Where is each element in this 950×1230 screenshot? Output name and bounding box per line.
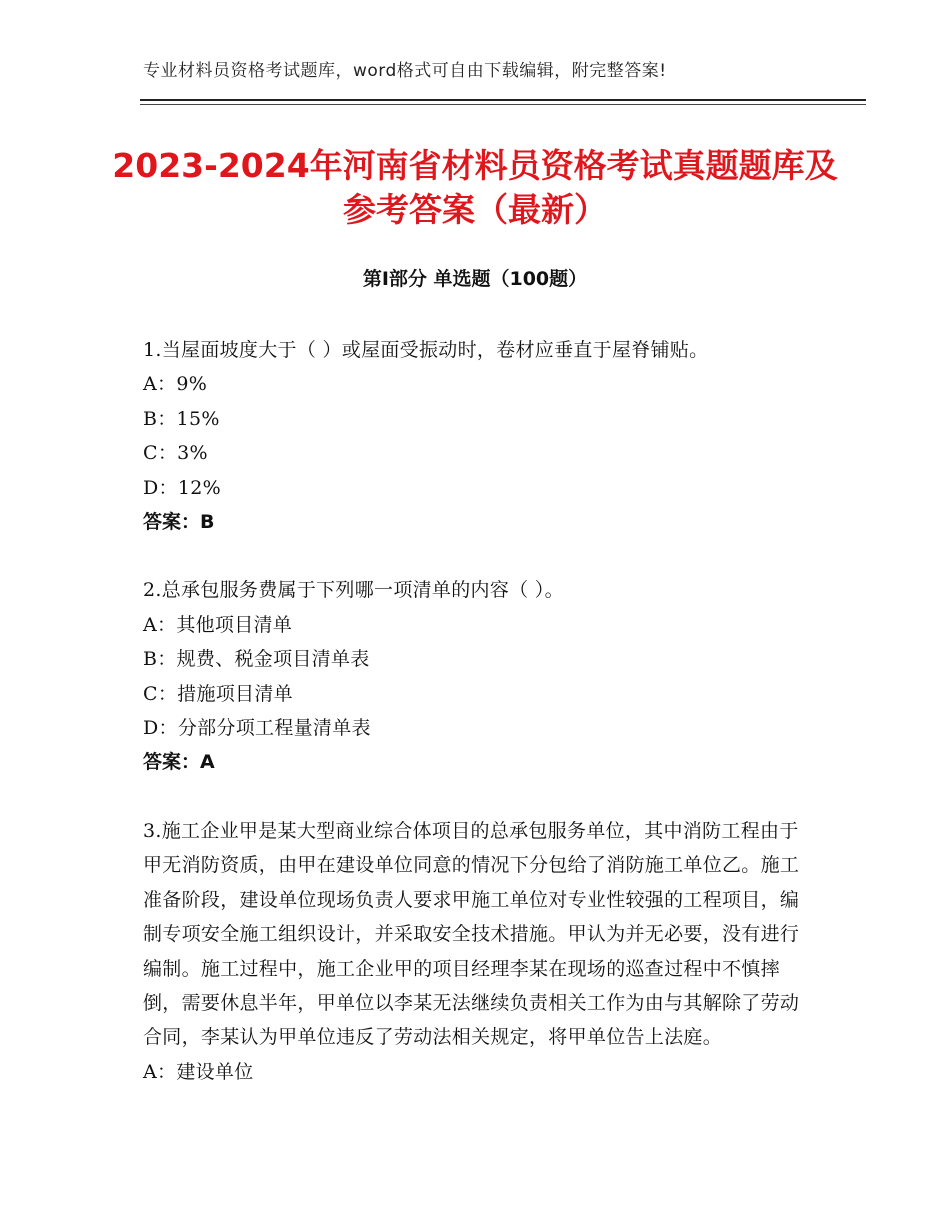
option-d: D：12% <box>143 476 221 499</box>
header-rule-thin <box>140 104 866 105</box>
question-stem: 3.施工企业甲是某大型商业综合体项目的总承包服务单位，其中消防工程由于甲无消防资质，由甲在建设单位同意的情况下分包给了消防施工单位乙。施工准备阶段，建设单位现场负责人要求甲施工单位对专业性较强的工程项目，编制专项安全施工组织设计，并采取安全技术措施。甲认为并无必要，没有进行编制。施工过程中，施工企业甲的项目经理李某在现场的巡查过程中不慎摔倒，需要休息半年，甲单位以李某无法继续负责相关工作为由与其解除了劳动合同，李某认为甲单位违反了劳动法相关规定，将甲单位告上法庭。 <box>143 819 800 1049</box>
option-a: A：建设单位 <box>143 1060 254 1083</box>
page-header: 专业材料员资格考试题库，word格式可自由下载编辑，附完整答案! <box>143 61 667 81</box>
option-c: C：措施项目清单 <box>143 682 293 705</box>
question-spacer <box>143 780 803 814</box>
question-stem: 2.总承包服务费属于下列哪一项清单的内容（ ）。 <box>143 579 564 602</box>
header-rule-thick <box>140 99 866 101</box>
option-b: B：规费、税金项目清单表 <box>143 648 370 671</box>
answer-label: 答案：B <box>143 511 215 534</box>
question-list <box>143 333 803 1089</box>
option-b: B：15% <box>143 407 220 430</box>
question-stem: 1.当屋面坡度大于（ ）或屋面受振动时，卷材应垂直于屋脊铺贴。 <box>143 339 709 361</box>
question-1 <box>143 333 803 539</box>
question-spacer <box>143 539 803 573</box>
document-title: 2023-2024年河南省材料员资格考试真题题库及参考答案（最新） <box>112 146 838 229</box>
answer-label: 答案：A <box>143 751 215 774</box>
option-c: C：3% <box>143 442 208 465</box>
section-heading: 第Ⅰ部分 单选题（100题） <box>362 268 588 290</box>
question-2 <box>143 573 803 779</box>
option-d: D：分部分项工程量清单表 <box>143 717 371 740</box>
option-a: A：9% <box>143 373 208 396</box>
question-3 <box>143 814 803 1089</box>
option-a: A：其他项目清单 <box>143 613 293 636</box>
